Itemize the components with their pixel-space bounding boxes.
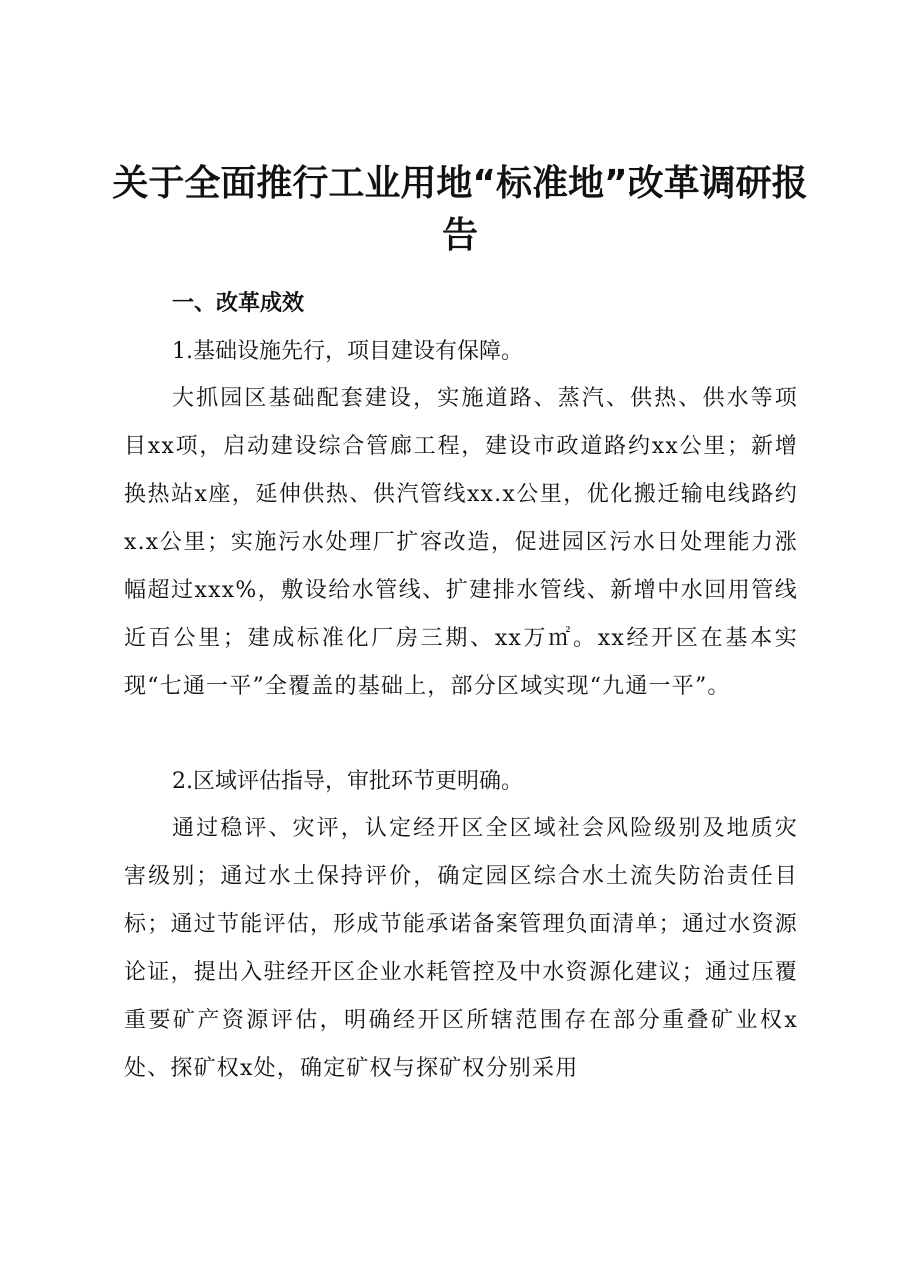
document-title: 关于全面推行工业用地“标准地”改革调研报告 <box>112 163 808 256</box>
section-heading: 一、改革成效 <box>172 291 305 316</box>
subsection-heading: 1.基础设施先行，项目建设有保障。 <box>172 339 523 364</box>
paragraph: 大抓园区基础配套建设，实施道路、蒸汽、供热、供水等项目xx项，启动建设综合管廊工程，建设市政道路约xx公里；新增换热站x座，延伸供热、供汽管线xx.x公里，优化搬迁输电线路约x.x公里；实施污水处理厂扩容改造，促进园区污水日处理能力涨幅超过xxx%，敷设给水管线、扩建排水管线、新增中水回用管线近百公里；建成标准化厂房三期、xx万㎡。xx经开区在基本实现“七通一平”全覆盖的基础上，部分区域实现“九通一平”。 <box>124 386 798 699</box>
paragraph: 通过稳评、灾评，认定经开区全区域社会风险级别及地质灾害级别；通过水土保持评价，确定园区综合水土流失防治责任目标；通过节能评估，形成节能承诺备案管理负面清单；通过水资源论证，提出入驻经开区企业水耗管控及中水资源化建议；通过压覆重要矿产资源评估，明确经开区所辖范围存在部分重叠矿业权x处、探矿权x处，确定矿权与探矿权分别采用 <box>124 816 798 1081</box>
subsection-heading: 2.区域评估指导，审批环节更明确。 <box>172 769 523 794</box>
